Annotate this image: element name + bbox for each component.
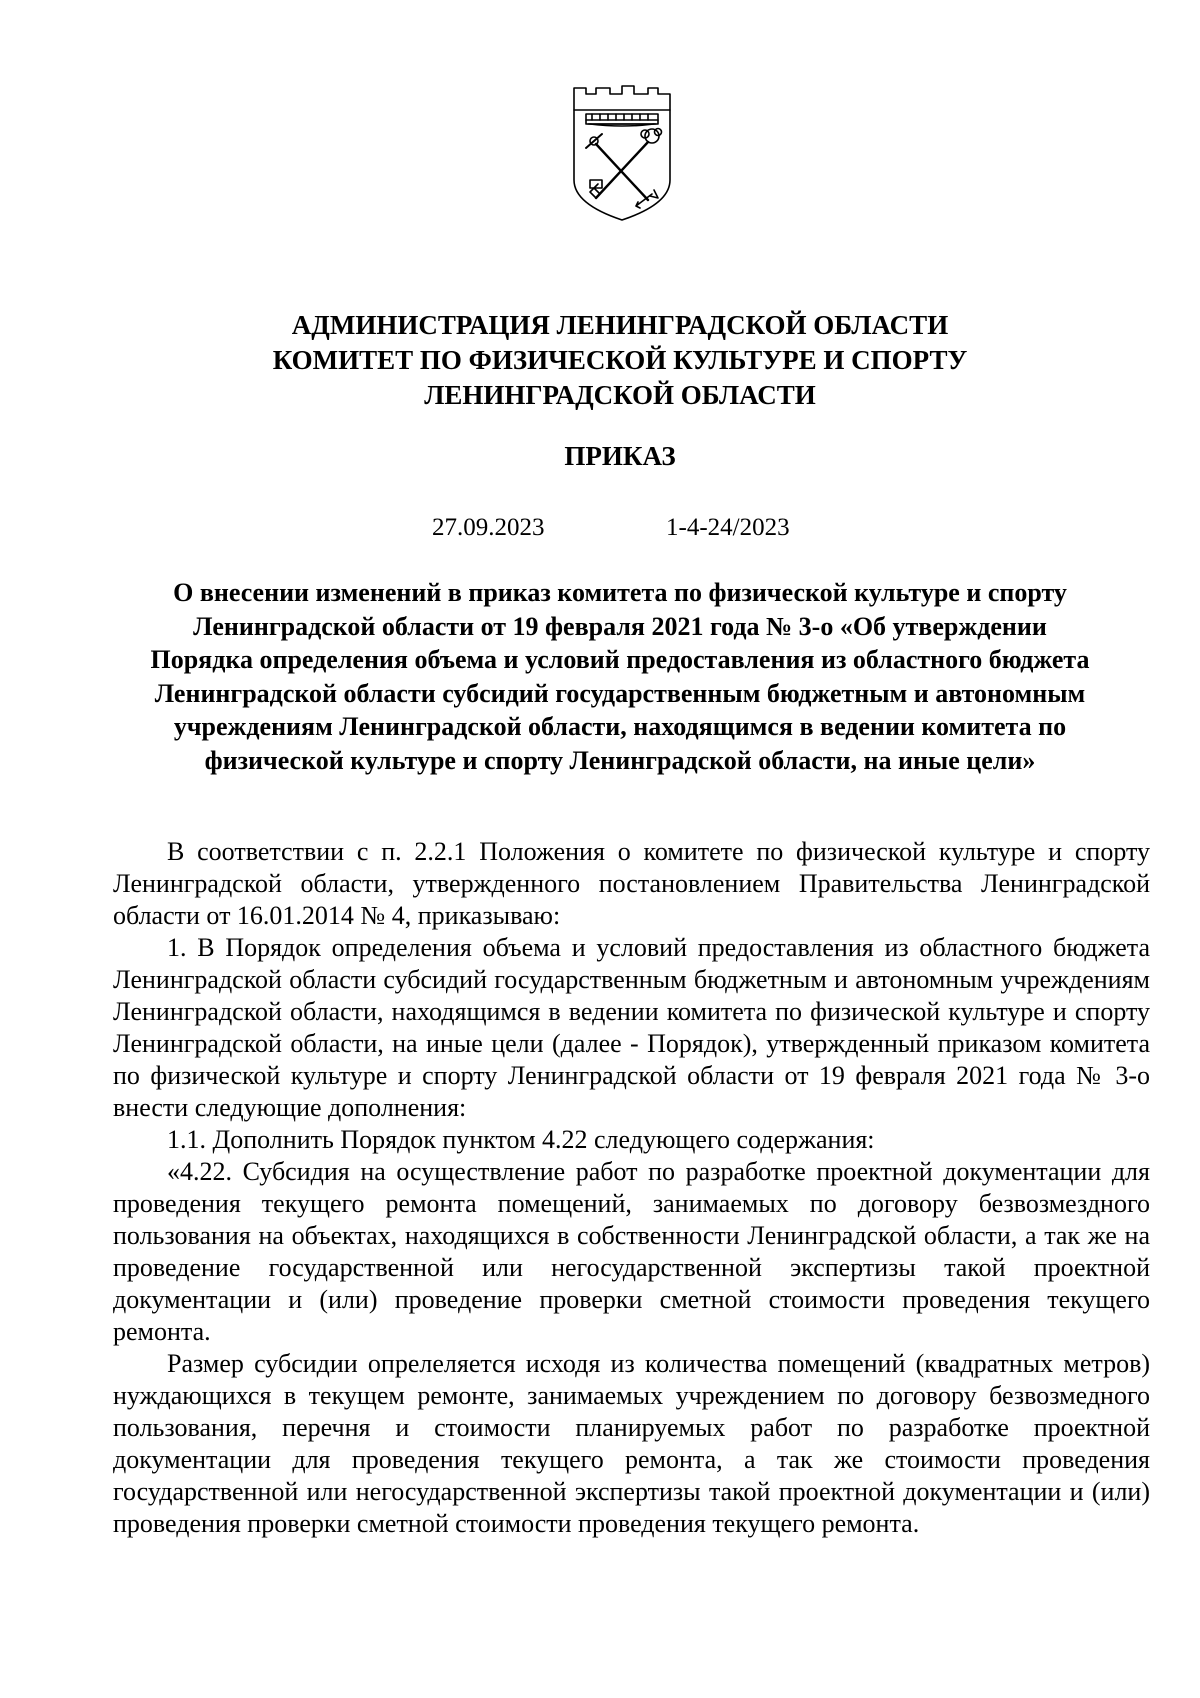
body-paragraph: В соответствии с п. 2.2.1 Положения о комитете по физической культуре и спорту Ленинградской области, утвержденного постановлением Правительства Ленинградской области от 16.01.2014 № 4, приказываю:	[113, 837, 1150, 930]
header-line: АДМИНИСТРАЦИЯ ЛЕНИНГРАДСКОЙ ОБЛАСТИ	[291, 310, 949, 340]
body-paragraph: Размер субсидии опрелеляется исходя из количества помещений (квадратных метров) нуждающихся в текущем ремонте, занимаемых учреждением по договору безвозмедного пользования, перечня и стоимости планируемых работ по разработке проектной документации для проведения текущего ремонта, а так же стоимости проведения государственной или негосударственной экспертизы такой проектной документации и (или) проведения проверки сметной стоимости проведения текущего ремонта.	[113, 1349, 1150, 1538]
document-number: 1-4-24/2023	[666, 514, 790, 541]
title-line: Порядка определения объема и условий предоставления из областного бюджета	[150, 645, 1090, 674]
title-line: О внесении изменений в приказ комитета по физической культуре и спорту	[173, 578, 1067, 607]
body-paragraph: 1. В Порядок определения объема и условий предоставления из областного бюджета Ленинградской области субсидий государственным бюджетным и автономным учреждениям Ленинградской области, находящимся в ведении комитета по физической культуре и спорту Ленинградской области, на иные цели (далее - Порядок), утвержденный приказом комитета по физической культуре и спорту Ленинградской области от 19 февраля 2021 года № 3-о внести следующие дополнения:	[113, 933, 1150, 1122]
title-line: Ленинградской области субсидий государственным бюджетным и автономным	[154, 678, 1086, 708]
organization-header	[150, 308, 1090, 413]
body-paragraph: 1.1. Дополнить Порядок пунктом 4.22 следующего содержания:	[167, 1125, 875, 1154]
title-line: учреждениям Ленинградской области, находящимся в ведении комитета по	[173, 712, 1067, 741]
document-date: 27.09.2023	[432, 514, 545, 541]
body-paragraph: «4.22. Субсидия на осуществление работ по разработке проектной документации для проведения текущего ремонта помещений, занимаемых по договору безвозмездного пользования на объектах, находящихся в собственности Ленинградской области, а так же на проведение государственной или негосударственной экспертизы такой проектной документации и (или) проведение проверки сметной стоимости проведения текущего ремонта.	[113, 1157, 1150, 1346]
leningrad-oblast-coat-of-arms-icon	[566, 84, 678, 224]
document-type: ПРИКАЗ	[564, 441, 676, 471]
document-body	[113, 836, 1150, 1540]
document-title	[110, 576, 1130, 777]
title-line: Ленинградской области от 19 февраля 2021 года № 3-о «Об утверждении	[193, 611, 1047, 641]
header-line: КОМИТЕТ ПО ФИЗИЧЕСКОЙ КУЛЬТУРЕ И СПОРТУ	[272, 345, 968, 375]
header-line: ЛЕНИНГРАДСКОЙ ОБЛАСТИ	[424, 380, 816, 410]
title-line: физической культуре и спорту Ленинградской области, на иные цели»	[204, 745, 1036, 775]
